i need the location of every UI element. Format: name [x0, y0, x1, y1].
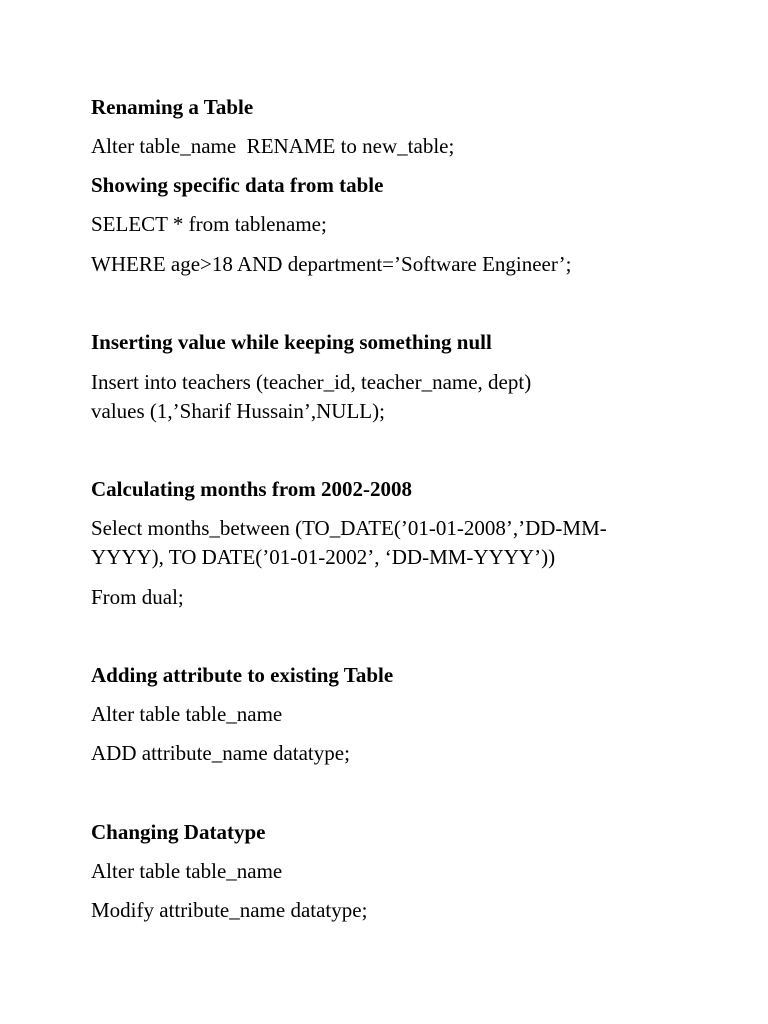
code-line: values (1,’Sharif Hussain’,NULL);: [91, 399, 385, 423]
code-line: YYYY), TO DATE(’01-01-2002’, ‘DD-MM-YYYY’)): [91, 545, 556, 569]
code-line: Insert into teachers (teacher_id, teacher_name, dept): [91, 370, 532, 394]
code-line: Alter table table_name: [91, 702, 283, 726]
code-line: WHERE age>18 AND department=’Software Engineer’;: [91, 252, 572, 276]
section-heading-adding-attribute: Adding attribute to existing Table: [91, 663, 394, 687]
section-heading-renaming-table: Renaming a Table: [91, 95, 254, 119]
section-heading-showing-data: Showing specific data from table: [91, 173, 384, 197]
code-line: From dual;: [91, 585, 184, 609]
code-line: SELECT * from tablename;: [91, 212, 327, 236]
code-line: Select months_between (TO_DATE(’01-01-2008’,’DD-MM-: [91, 516, 607, 540]
code-line: ADD attribute_name datatype;: [91, 741, 350, 765]
section-heading-changing-datatype: Changing Datatype: [91, 820, 266, 844]
code-line: Alter table_name RENAME to new_table;: [91, 134, 455, 158]
code-line: Modify attribute_name datatype;: [91, 898, 368, 922]
section-heading-inserting-null: Inserting value while keeping something null: [91, 330, 492, 354]
section-heading-calculating-months: Calculating months from 2002-2008: [91, 477, 413, 501]
code-line: Alter table table_name: [91, 859, 283, 883]
